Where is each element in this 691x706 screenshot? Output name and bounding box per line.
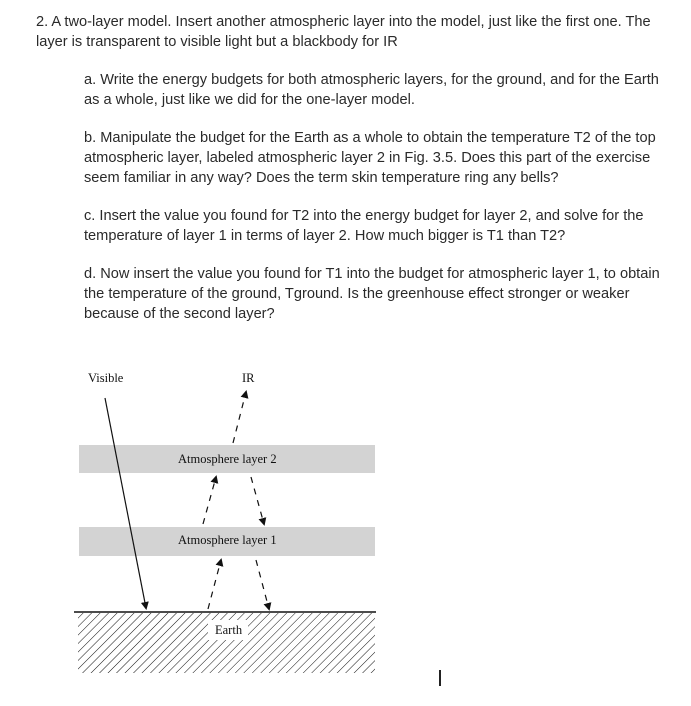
atmosphere-layer-1-label: Atmosphere layer 1 [178,533,277,547]
earth-label: Earth [215,623,243,637]
ir-down-layer2-to-layer1-arrow [251,477,264,524]
part-d-text: d. Now insert the value you found for T1 into the budget for atmospheric layer 1, to obtain the temperature of the ground, Tground. Is the greenhouse effect stronger or weaker because of the second layer? [84,266,660,322]
ir-label: IR [242,371,255,385]
visible-label: Visible [88,371,124,385]
ir-up-layer1-to-layer2-arrow [203,477,216,524]
part-c-text: c. Insert the value you found for T2 into the energy budget for layer 2, and solve for the temperature of layer 1 in terms of layer 2. How much bigger is T1 than T2? [84,208,644,244]
text-cursor [439,670,441,686]
visible-light-arrow [105,398,146,608]
ir-up-ground-to-layer1-arrow [208,560,221,609]
question-title: 2. A two-layer model. Insert another atmospheric layer into the model, just like the first one. The layer is transparent to visible light but a blackbody for IR [36,14,651,50]
ir-up-from-layer2-arrow [233,392,246,443]
atmosphere-layer-2-label: Atmosphere layer 2 [178,452,277,466]
ir-down-layer1-to-ground-arrow [256,560,269,609]
part-a-text: a. Write the energy budgets for both atmospheric layers, for the ground, and for the Earth as a whole, just like we did for the one-layer model. [84,72,659,108]
part-b-text: b. Manipulate the budget for the Earth as a whole to obtain the temperature T2 of the top atmospheric layer, labeled atmospheric layer 2 in Fig. 3.5. Does this part of the exercise seem familiar in any way? Does the term skin temperature ring any bells? [84,130,656,186]
